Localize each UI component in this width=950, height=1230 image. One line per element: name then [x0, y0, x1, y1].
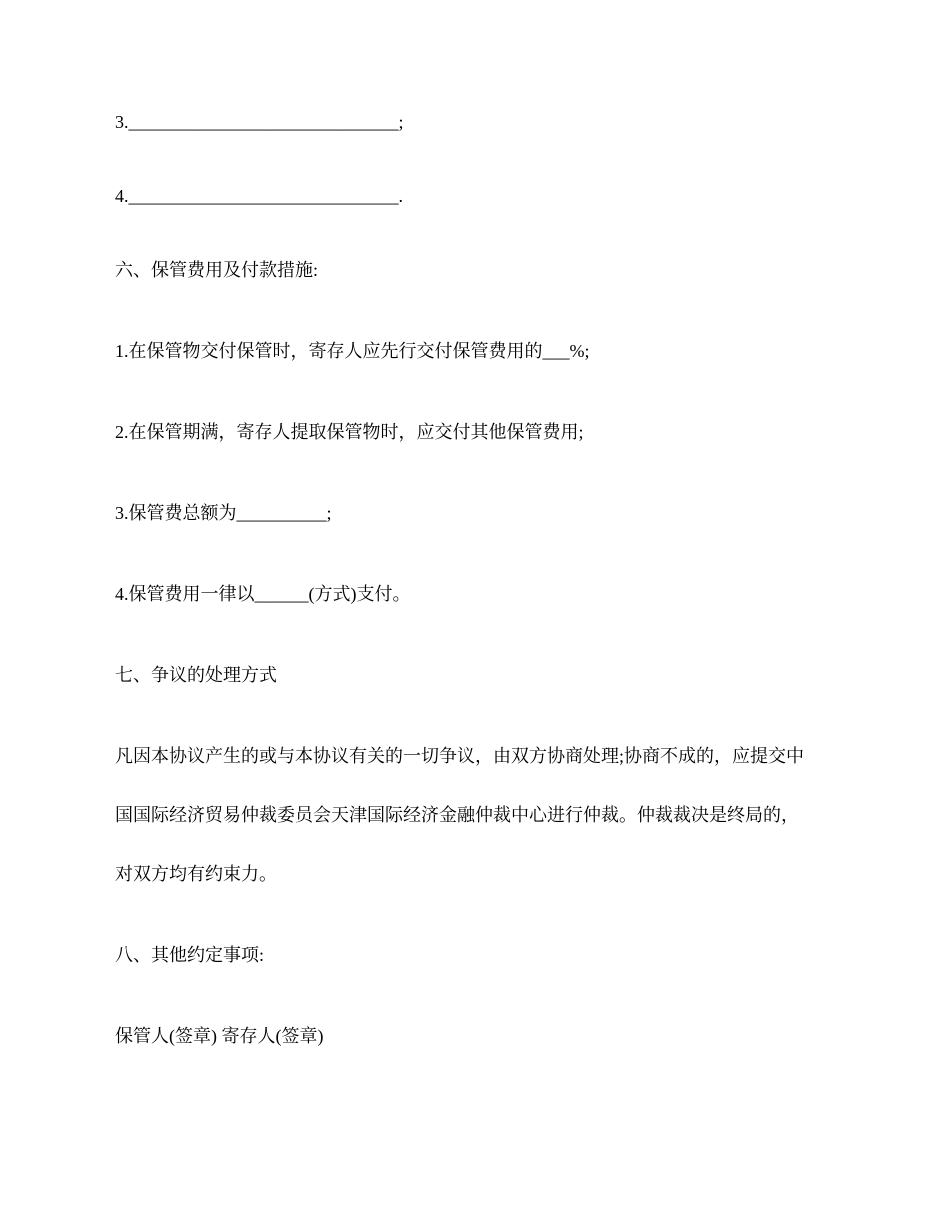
clause-6-item-1: 1.在保管物交付保管时，寄存人应先行交付保管费用的___%;: [115, 341, 590, 361]
section-8-heading: 八、其他约定事项:: [115, 945, 265, 965]
clause-6-item-4: 4.保管费用一律以______(方式)支付。: [115, 584, 411, 604]
clause-5-item-4: 4.______________________________.: [115, 186, 403, 206]
section-7-paragraph-line-1: 凡因本协议产生的或与本协议有关的一切争议，由双方协商处理;协商不成的，应提交中: [115, 746, 804, 766]
clause-6-item-3: 3.保管费总额为__________;: [115, 503, 332, 523]
section-7-paragraph-line-2: 国国际经济贸易仲裁委员会天津国际经济金融仲裁中心进行仲裁。仲裁裁决是终局的，: [115, 805, 799, 825]
signature-line: 保管人(签章) 寄存人(签章): [115, 1026, 324, 1046]
section-7-heading: 七、争议的处理方式: [115, 665, 277, 685]
clause-6-item-2: 2.在保管期满，寄存人提取保管物时，应交付其他保管费用;: [115, 422, 584, 442]
clause-5-item-3: 3.______________________________;: [115, 112, 404, 132]
section-7-paragraph-line-3: 对双方均有约束力。: [115, 864, 277, 884]
section-6-heading: 六、保管费用及付款措施:: [115, 260, 318, 280]
